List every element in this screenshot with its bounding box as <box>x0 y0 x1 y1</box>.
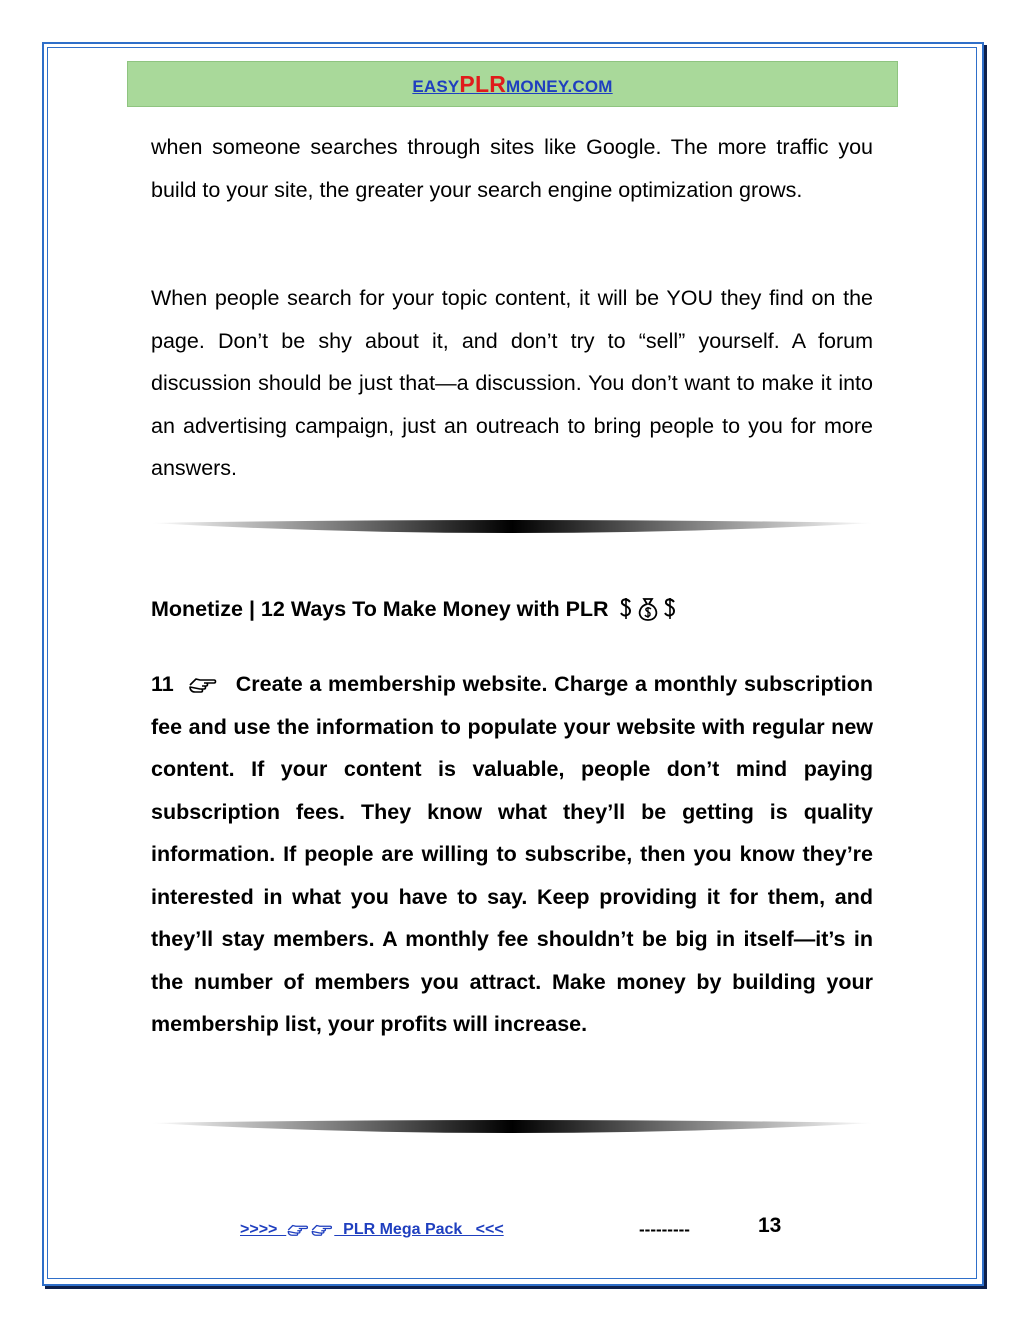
brand-money: MONEY.COM <box>506 76 613 96</box>
dollar-sign-icon <box>617 596 635 622</box>
pointing-hand-icon <box>310 1221 334 1239</box>
page-number: 13 <box>758 1214 782 1237</box>
section-heading-text: Monetize | 12 Ways To Make Money with PLR <box>151 596 609 621</box>
footer-link-plr-mega-pack[interactable] <box>240 1221 635 1239</box>
body-paragraph: when someone searches through sites like Google. The more traffic you build to your site, the greater your search engine optimization grows. <box>151 135 873 202</box>
item-number: 11 <box>151 672 174 696</box>
footer-link-prefix: >>>> <box>240 1221 287 1238</box>
footer <box>240 1216 690 1244</box>
dollar-sign-icon <box>661 596 679 622</box>
brand-link[interactable] <box>412 71 612 98</box>
section-heading <box>151 596 679 622</box>
pointing-hand-icon <box>286 1221 310 1239</box>
brand-easy: EASY <box>412 76 460 96</box>
header-banner <box>127 61 898 107</box>
footer-link-label: PLR Mega Pack <<< <box>334 1221 504 1238</box>
footer-dashes: --------- <box>639 1220 690 1239</box>
section-divider <box>150 1117 874 1141</box>
pointing-hand-icon <box>188 673 218 697</box>
money-bag-icon <box>636 596 660 622</box>
list-item-11 <box>151 663 873 1046</box>
body-paragraph: When people search for your topic content, it will be YOU they find on the page. Don’t be shy about it, and don’t try to “sell” yourself. A forum discussion should be just that—a discussion. You don’t want to make it into an advertising campaign, just an outreach to bring people to you for more answers. <box>151 286 873 480</box>
money-icons <box>617 596 679 622</box>
section-divider <box>150 517 874 541</box>
item-text: Create a membership website. Charge a monthly subscription fee and use the information to populate your website with regular new content. If your content is valuable, people don’t mind paying subscription fees. They know what they’ll be getting is quality information. If people are willing to subscribe, then you know they’re interested in what you have to say. Keep providing it for them, and they’ll stay members. A monthly fee shouldn’t be big in itself—it’s in the number of members you attract. Make money by building your membership list, your profits will increase. <box>151 672 873 1036</box>
brand-plr: PLR <box>459 70 507 97</box>
